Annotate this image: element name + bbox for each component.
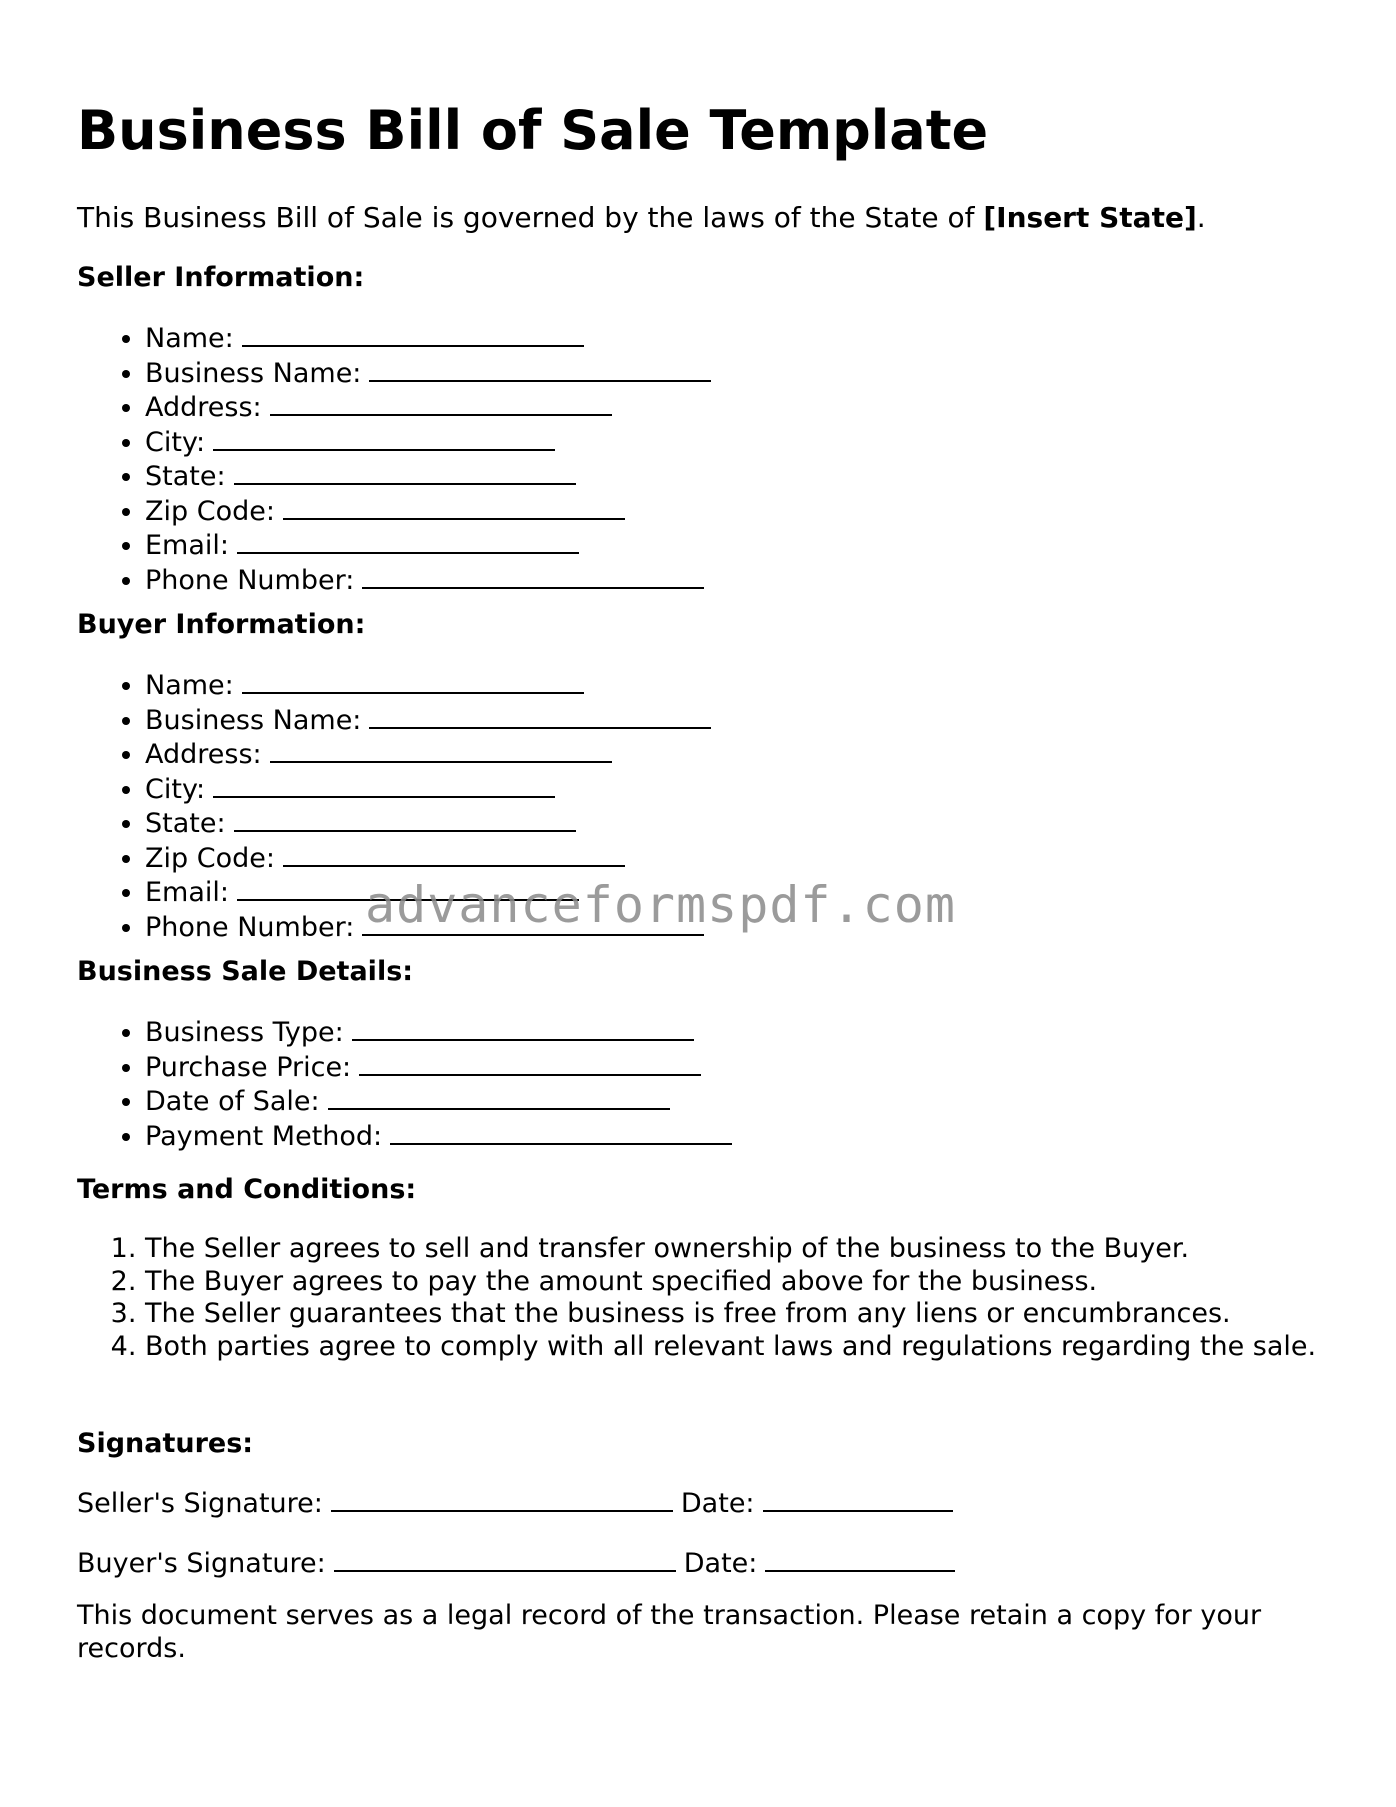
fill-blank[interactable] [237, 528, 579, 554]
term-item: 2. The Buyer agrees to pay the amount specified above for the business. [145, 1266, 1345, 1299]
seller-signature-line [77, 1486, 953, 1522]
seller-signature-label: Seller's Signature: [77, 1488, 323, 1519]
buyer-signature-line [77, 1546, 955, 1582]
buyer-heading: Buyer Information: [77, 609, 366, 640]
fill-blank[interactable] [234, 806, 576, 832]
buyer-field-city[interactable]: • City: [145, 772, 711, 807]
fill-blank[interactable] [213, 772, 555, 798]
terms-heading: Terms and Conditions: [77, 1174, 417, 1205]
term-item: 3. The Seller guarantees that the business is free from any liens or encumbrances. [145, 1298, 1345, 1331]
sale-field-payment-method[interactable]: • Payment Method: [145, 1119, 732, 1154]
fill-blank[interactable] [283, 841, 625, 867]
term-item: 4. Both parties agree to comply with all relevant laws and regulations regarding the sale. [145, 1331, 1345, 1364]
watermark-text: advanceformspdf.com [365, 876, 956, 934]
seller-date-blank[interactable] [763, 1486, 953, 1512]
buyer-field-business-name[interactable]: • Business Name: [145, 703, 711, 738]
fill-blank[interactable] [270, 390, 612, 416]
seller-field-list [77, 321, 711, 597]
fill-blank[interactable] [369, 356, 711, 382]
seller-date-label: Date: [680, 1488, 755, 1519]
buyer-field-email[interactable]: • Email: [145, 875, 711, 910]
fill-blank[interactable] [328, 1084, 670, 1110]
seller-field-zip[interactable]: • Zip Code: [145, 494, 711, 529]
buyer-field-phone[interactable]: • Phone Number: [145, 910, 711, 945]
fill-blank[interactable] [242, 668, 584, 694]
buyer-signature-blank[interactable] [334, 1546, 676, 1572]
buyer-field-address[interactable]: • Address: [145, 737, 711, 772]
signatures-heading: Signatures: [77, 1428, 254, 1459]
buyer-field-name[interactable]: • Name: [145, 668, 711, 703]
sale-field-business-type[interactable]: • Business Type: [145, 1015, 732, 1050]
seller-field-email[interactable]: • Email: [145, 528, 711, 563]
seller-field-name[interactable]: • Name: [145, 321, 711, 356]
fill-blank[interactable] [390, 1119, 732, 1145]
sale-field-purchase-price[interactable]: • Purchase Price: [145, 1050, 732, 1085]
seller-field-phone[interactable]: • Phone Number: [145, 563, 711, 598]
terms-list [77, 1233, 1345, 1363]
fill-blank[interactable] [270, 737, 612, 763]
intro-text: This Business Bill of Sale is governed by the laws of the State of [77, 201, 984, 234]
buyer-date-blank[interactable] [765, 1546, 955, 1572]
seller-field-business-name[interactable]: • Business Name: [145, 356, 711, 391]
intro-period: . [1196, 201, 1206, 234]
fill-blank[interactable] [213, 425, 555, 451]
buyer-date-label: Date: [683, 1548, 758, 1579]
intro-state-placeholder: [Insert State] [983, 201, 1197, 234]
fill-blank[interactable] [362, 563, 704, 589]
seller-field-address[interactable]: • Address: [145, 390, 711, 425]
sale-details-heading: Business Sale Details: [77, 956, 414, 987]
sale-field-date-of-sale[interactable]: • Date of Sale: [145, 1084, 732, 1119]
document-title: Business Bill of Sale Template [77, 99, 989, 162]
fill-blank[interactable] [369, 703, 711, 729]
fill-blank[interactable] [352, 1015, 694, 1041]
buyer-field-state[interactable]: • State: [145, 806, 711, 841]
intro-paragraph [77, 200, 1206, 236]
seller-field-state[interactable]: • State: [145, 459, 711, 494]
closing-paragraph: This document serves as a legal record of the transaction. Please retain a copy for your records. [77, 1600, 1262, 1664]
fill-blank[interactable] [242, 321, 584, 347]
fill-blank[interactable] [359, 1050, 701, 1076]
buyer-field-zip[interactable]: • Zip Code: [145, 841, 711, 876]
term-item: 1. The Seller agrees to sell and transfer ownership of the business to the Buyer. [145, 1233, 1345, 1266]
fill-blank[interactable] [234, 459, 576, 485]
seller-heading: Seller Information: [77, 262, 365, 293]
sale-details-field-list [77, 1015, 732, 1153]
buyer-signature-label: Buyer's Signature: [77, 1548, 326, 1579]
seller-field-city[interactable]: • City: [145, 425, 711, 460]
fill-blank[interactable] [283, 494, 625, 520]
seller-signature-blank[interactable] [331, 1486, 673, 1512]
